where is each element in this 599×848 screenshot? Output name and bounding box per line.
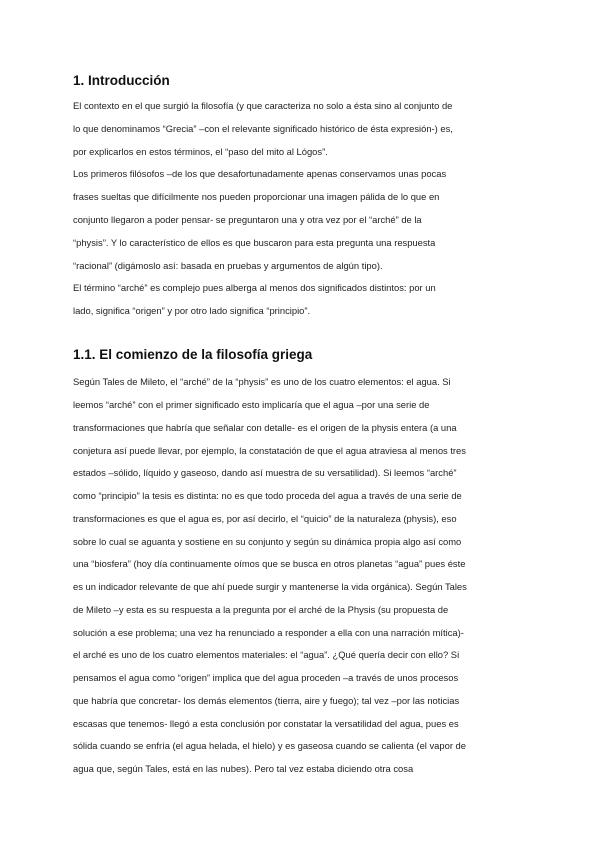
paragraph-line: sobre lo cual se aguanta y sostiene en su conjunto y según su dinámica propia algo así como [73,536,462,547]
paragraph-line: por explicarlos en estos términos, el “paso del mito al Lógos”. [73,146,328,157]
paragraph-line: de Mileto –y esta es su respuesta a la pregunta por el arché de la Physis (su propuesta de [73,604,449,615]
paragraph-line: agua que, según Tales, está en las nubes). Pero tal vez estaba diciendo otra cosa [73,763,414,774]
paragraph-line: que habría que concretar- los demás elementos (tierra, aire y fuego); tal vez –por las noticias [73,695,460,706]
paragraph-line: “physis”. Y lo característico de ellos es que buscaron para esta pregunta una respuesta [73,237,436,248]
paragraph-line: escasas que tenemos- llegó a esta conclusión por constatar la versatilidad del agua, pues es [73,718,459,729]
paragraph-line: El contexto en el que surgió la filosofía (y que caracteriza no solo a ésta sino al conjunto de [73,100,453,111]
paragraph-line: Según Tales de Mileto, el “arché” de la “physis” es uno de los cuatro elementos: el agua. Si [73,376,451,387]
paragraph-line: lo que denominamos “Grecia” –con el relevante significado histórico de ésta expresión-) es, [73,123,453,134]
paragraph-line: conjetura así puede llevar, por ejemplo, la constatación de que el agua atraviesa al menos tres [73,445,466,456]
paragraph-line: conjunto llegaron a poder pensar- se preguntaron una y otra vez por el “arché” de la [73,214,422,225]
paragraph-line: Los primeros filósofos –de los que desafortunadamente apenas conservamos unas pocas [73,168,447,179]
paragraph-line: El término “arché” es complejo pues alberga al menos dos significados distintos: por un [73,282,436,293]
paragraph-line: una “biosfera” (hoy día continuamente oímos que se busca en otros planetas “agua” pues éste [73,558,466,569]
paragraph-line: es un indicador relevante de que ahí puede surgir y mantenerse la vida orgánica). Según Tales [73,581,467,592]
paragraph-line: estados –sólido, líquido y gaseoso, dando así muestra de su versatilidad). Si leemos “arché” [73,467,457,478]
paragraph-line: “racional” (digámoslo así: basada en pruebas y argumentos de algún tipo). [73,260,383,271]
paragraph-line: transformaciones que habría que señalar con detalle- es el origen de la physis entera (a una [73,422,457,433]
paragraph-line: pensamos el agua como “origen” implica que del agua proceden –a través de unos procesos [73,672,459,683]
section-heading-introduccion: 1. Introducción [73,73,170,88]
section-heading-comienzo: 1.1. El comienzo de la filosofía griega [73,347,313,362]
paragraph-line: sólida cuando se enfría (el agua helada, el hielo) y es gaseosa cuando se calienta (el vapor de [73,740,466,751]
paragraph-line: el arché es uno de los cuatro elementos materiales: el “agua”. ¿Qué quería decir con ello? Si [73,649,460,660]
paragraph-line: transformaciones es que el agua es, por así decirlo, el “quicio” de la naturaleza (physis), eso [73,513,457,524]
paragraph-line: frases sueltas que difícilmente nos pueden proporcionar una imagen pálida de lo que en [73,191,440,202]
paragraph-line: solución a ese problema; una vez ha renunciado a responder a ella con una narración mítica)- [73,627,464,638]
paragraph-line: leemos “arché” con el primer significado esto implicaría que el agua –por una serie de [73,399,430,410]
paragraph-line: lado, significa “origen” y por otro lado significa “principio”. [73,305,311,316]
paragraph-line: como “principio” la tesis es distinta: no es que todo proceda del agua a través de una serie de [73,490,462,501]
